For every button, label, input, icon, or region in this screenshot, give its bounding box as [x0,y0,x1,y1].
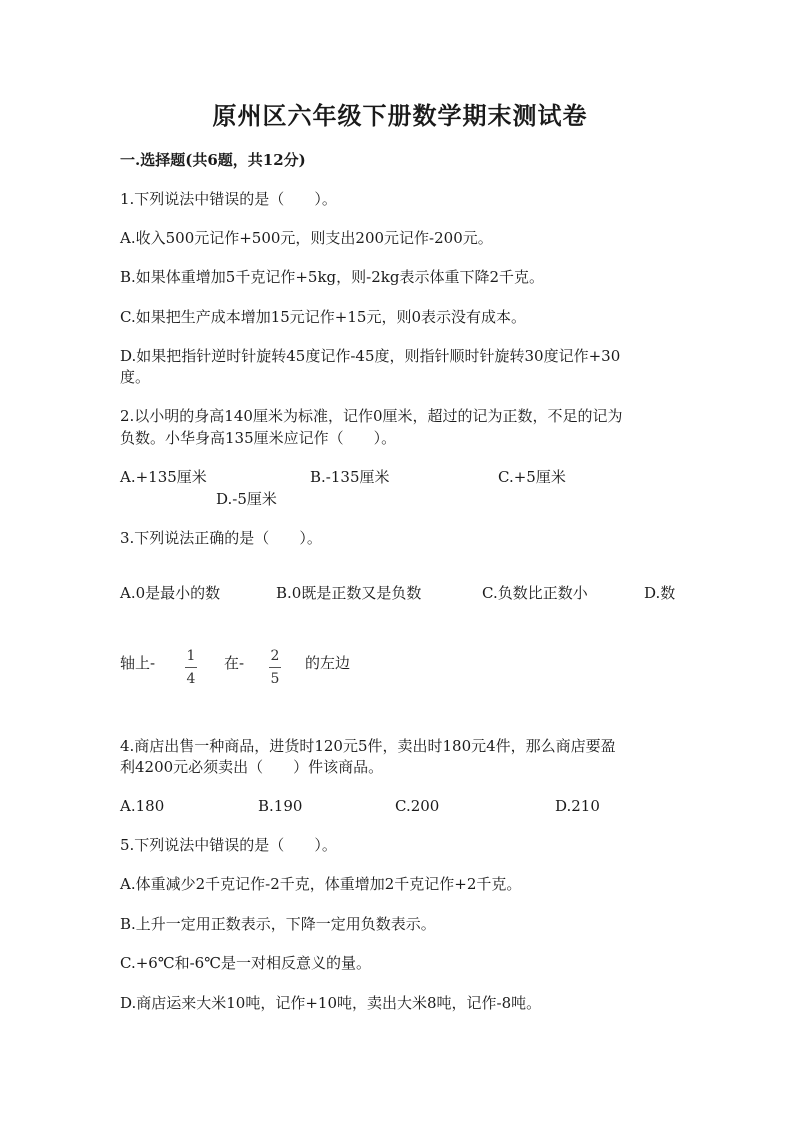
q5-stem: 5.下列说法中错误的是（ ）。 [120,836,337,854]
q4-stem-line2: 利4200元必须卖出（ ）件该商品。 [120,758,384,776]
q3-option-d-mid: 在- [224,654,245,672]
q3-option-c: C.负数比正数小 [482,584,588,602]
q5-option-d: D.商店运来大米10吨，记作+10吨，卖出大米8吨，记作-8吨。 [120,994,542,1012]
q1-option-d-line2: 度。 [120,368,151,386]
q3-option-d-prefix: 轴上- [120,654,156,672]
q4-option-c: C.200 [395,797,440,815]
fraction-denominator: 4 [186,671,196,687]
fraction-bar [185,667,197,668]
q1-option-a: A.收入500元记作+500元，则支出200元记作-200元。 [120,229,493,247]
q1-option-c: C.如果把生产成本增加15元记作+15元，则0表示没有成本。 [120,308,526,326]
page-title: 原州区六年级下册数学期末测试卷 [212,101,588,130]
q4-stem-line1: 4.商店出售一种商品，进货时120元5件，卖出时180元4件，那么商店要盈 [120,737,616,755]
q2-option-c: C.+5厘米 [498,468,566,486]
q2-option-a: A.+135厘米 [120,468,207,486]
q5-option-a: A.体重减少2千克记作-2千克，体重增加2千克记作+2千克。 [120,875,522,893]
fraction-numerator: 1 [186,648,196,664]
q2-option-b: B.-135厘米 [310,468,390,486]
q3-option-b: B.0既是正数又是负数 [276,584,422,602]
fraction-numerator: 2 [270,648,280,664]
q4-option-b: B.190 [258,797,303,815]
fraction-denominator: 5 [270,671,280,687]
q2-option-d: D.-5厘米 [216,490,277,508]
section-heading: 一.选择题(共6题，共12分) [120,151,306,169]
q1-option-d-line1: D.如果把指针逆时针旋转45度记作-45度，则指针顺时针旋转30度记作+30 [120,347,621,365]
q5-option-b: B.上升一定用正数表示，下降一定用负数表示。 [120,915,436,933]
q1-stem: 1.下列说法中错误的是（ ）。 [120,190,337,208]
q3-option-d: D.数 [644,584,676,602]
q4-option-d: D.210 [555,797,600,815]
q3-option-a: A.0是最小的数 [120,584,221,602]
q3-stem: 3.下列说法正确的是（ ）。 [120,529,322,547]
q3-option-d-suffix: 的左边 [305,654,351,672]
q1-option-b: B.如果体重增加5千克记作+5kg，则-2kg表示体重下降2千克。 [120,268,544,286]
q5-option-c: C.+6℃和-6℃是一对相反意义的量。 [120,954,371,972]
q2-stem-line1: 2.以小明的身高140厘米为标准，记作0厘米，超过的记为正数，不足的记为 [120,407,623,425]
fraction-bar [269,667,281,668]
q2-stem-line2: 负数。小华身高135厘米应记作（ ）。 [120,429,397,447]
fraction-one-quarter [183,648,199,687]
q4-option-a: A.180 [120,797,165,815]
fraction-two-fifths [267,648,283,687]
